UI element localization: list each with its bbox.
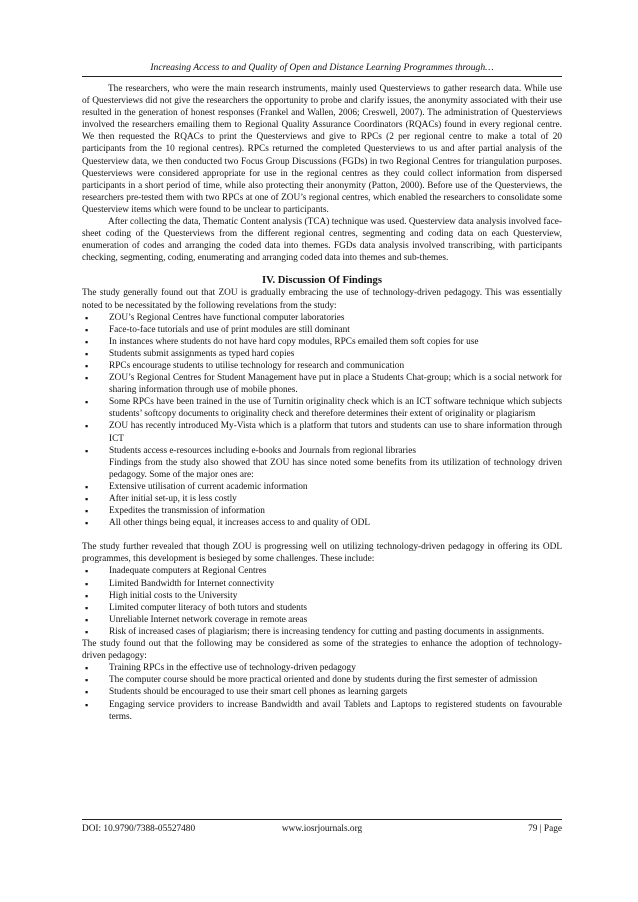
list-item: ▪ Extensive utilisation of current academic information xyxy=(82,481,562,493)
list-item: ▪ Risk of increased cases of plagiarism; there is increasing tendency for cutting and pasting documents in assignments. xyxy=(82,626,562,638)
running-head: Increasing Access to and Quality of Open and Distance Learning Programmes through… xyxy=(150,62,494,73)
list-item: ▪ Expedites the transmission of information xyxy=(82,505,562,517)
list-item: ▪ ZOU’s Regional Centres have functional computer laboratories xyxy=(82,312,562,324)
list-item: ▪ Limited Bandwidth for Internet connectivity xyxy=(82,578,562,590)
page-body xyxy=(82,83,562,723)
footer-rule xyxy=(82,819,562,820)
footer-page-number: 79 | Page xyxy=(528,824,562,834)
challenges-list xyxy=(82,565,562,638)
list-item: ▪ High initial costs to the University xyxy=(82,590,562,602)
paragraph-findings-intro: The study generally found out that ZOU is gradually embracing the use of technology-driven pedagogy. This was essentially noted to be necessitated by the following revelations from the study: xyxy=(82,288,562,311)
list-item: ▪ Unreliable Internet network coverage in remote areas xyxy=(82,614,562,626)
list-item: ▪ Face-to-face tutorials and use of print modules are still dominant xyxy=(82,324,562,336)
section-heading: IV. Discussion Of Findings xyxy=(262,275,382,287)
list-item: ▪ RPCs encourage students to utilise technology for research and communication xyxy=(82,360,562,372)
revelations-list xyxy=(82,312,562,457)
paragraph-methods: The researchers, who were the main research instruments, mainly used Questerviews to gather research data. While use of Questerviews did not give the researchers the opportunity to probe and clarify issues, the anonymity associated with their use resulted in the generation of honest responses (Frankel and Wallen, 2006; Creswell, 2007). The administration of Questerviews involved the researchers emailing them to Regional Quality Assurance Coordinators (RQACs) found in every regional centre. We then requested the RQACs to print the Questerviews and give to RPCs (2 per regional centre to make a total of 20 participants from the 10 regional centres). RPCs returned the completed Questerviews to us and after partial analysis of the Questerview data, we then conducted two Focus Group Discussions (FGDs) in two Regional Centres for triangulation purposes. Questerviews were considered appropriate for use in the regional centres as they could collect information from dispersed participants in a short period of time, while also protecting their anonymity (Patton, 2000). Before use of the Questerviews, the researchers pre-tested them with two RPCs at one of ZOU’s regional centres, which enabled the researchers to consolidate some Questerview items which were found to be unclear to participants. xyxy=(82,84,562,215)
strategies-list xyxy=(82,662,562,722)
list-item: ▪ ZOU has recently introduced My-Vista which is a platform that tutors and students can use to share information through ICT xyxy=(82,420,562,444)
list-item: ▪ Engaging service providers to increase Bandwidth and avail Tablets and Laptops to registered students on favourable terms. xyxy=(82,699,562,723)
list-item: ▪ Some RPCs have been trained in the use of Turnitin originality check which is an ICT software technique which subjects students’ softcopy documents to originality check and therefore determines their extent of originality or plagiarism xyxy=(82,396,562,420)
list-item: ▪ ZOU’s Regional Centres for Student Management have put in place a Students Chat-group; which is a social network for sharing information through use of mobile phones. xyxy=(82,372,562,396)
list-item: ▪ Training RPCs in the effective use of technology-driven pedagogy xyxy=(82,662,562,674)
paragraph-challenges-intro: The study further revealed that though ZOU is progressing well on utilizing technology-driven pedagogy in offering its ODL programmes, this development is besieged by some challenges. These include: xyxy=(82,542,562,565)
paragraph-analysis: After collecting the data, Thematic Content analysis (TCA) technique was used. Questerview data analysis involved face-sheet coding of the Questerviews from the different regional centres, segmenting and coding data on each Questerview, enumeration of codes and arranging the coded data into themes. FGDs data analysis involved transcribing, with participants checking, segmenting, coding, enumerating and arranging coded data into themes and sub-themes. xyxy=(82,217,562,264)
list-item: ▪ All other things being equal, it increases access to and quality of ODL xyxy=(82,517,562,529)
list-item: ▪ Limited computer literacy of both tutors and students xyxy=(82,602,562,614)
paragraph-benefits-intro: Findings from the study also showed that ZOU has since noted some benefits from its utilization of technology driven pedagogy. Some of the major ones are: xyxy=(109,457,562,480)
list-item: ▪ After initial set-up, it is less costly xyxy=(82,493,562,505)
benefits-list xyxy=(82,481,562,529)
list-item: ▪ Inadequate computers at Regional Centres xyxy=(82,565,562,577)
list-item: ▪ In instances where students do not have hard copy modules, RPCs emailed them soft copies for use xyxy=(82,336,562,348)
document-page xyxy=(82,0,562,902)
footer-website: www.iosrjournals.org xyxy=(281,824,363,834)
list-item: ▪ Students should be encouraged to use their smart cell phones as learning gargets xyxy=(82,686,562,698)
paragraph-gap xyxy=(82,529,562,541)
header-rule xyxy=(82,76,562,77)
list-item: ▪ The computer course should be more practical oriented and done by students during the first semester of admission xyxy=(82,674,562,686)
list-item: ▪ Students access e-resources including e-books and Journals from regional libraries xyxy=(82,445,562,457)
footer-doi: DOI: 10.9790/7388-05527480 xyxy=(82,824,196,834)
paragraph-strategies-intro: The study found out that the following may be considered as some of the strategies to enhance the adoption of technology-driven pedagogy: xyxy=(82,639,562,662)
list-item: ▪ Students submit assignments as typed hard copies xyxy=(82,348,562,360)
